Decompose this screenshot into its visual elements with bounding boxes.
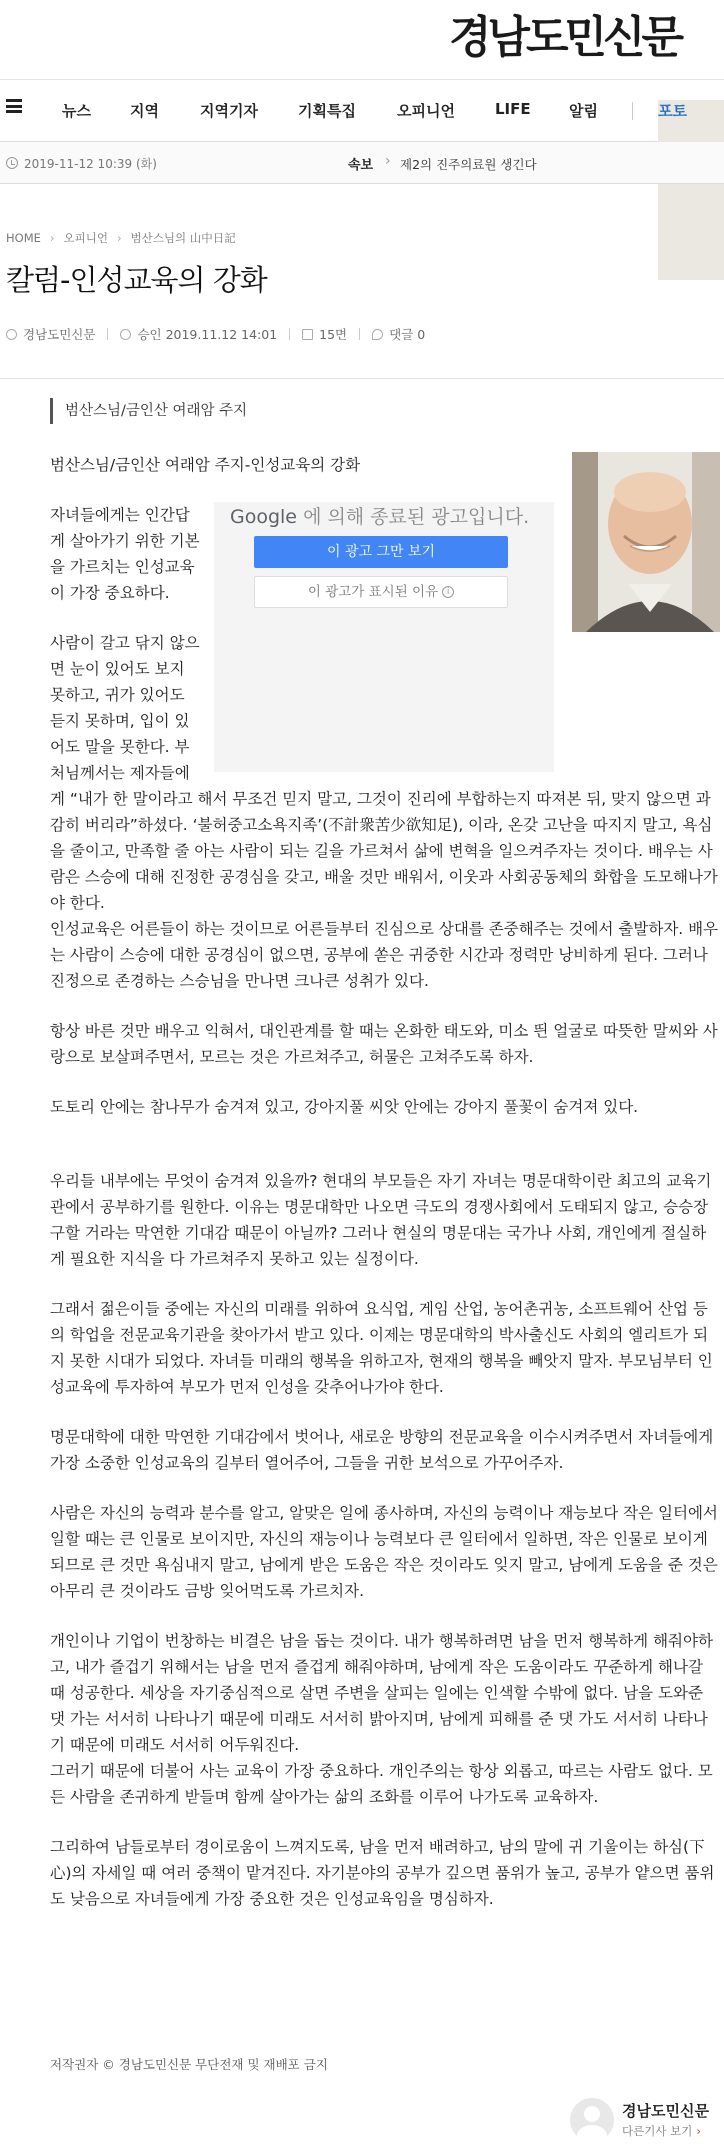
- nav-item-special[interactable]: 기획특집: [298, 102, 356, 120]
- breaking-news-bar: [0, 142, 724, 184]
- site-header: [0, 0, 724, 80]
- meta-divider: [289, 328, 290, 340]
- article-subtitle: 범산스님/금인산 여래암 주지: [50, 398, 247, 424]
- breadcrumb: [6, 230, 236, 246]
- meta-divider: [107, 328, 108, 340]
- nav-item-notice[interactable]: 알림: [569, 102, 598, 120]
- nav-item-region-reporter[interactable]: 지역기자: [200, 102, 258, 120]
- google-logo: Google: [230, 506, 298, 528]
- paragraph: 사람이 갈고 닦지 않으면 눈이 있어도 보지 못하고, 귀가 있어도 듣지 못하며, 입이 있어도 말을 못한다. 부처님께서는 제자들에게 “내가 한 말이라고 해서 무조건 믿지 말고, 그것이 진리에 부합하는지 따져본 뒤, 맞지 않으면 과감히 버리라”하셨다. ‘불허중고소욕지족’(不計衆苦少欲知足), 이라, 온갖 고난을 따지지 말고, 욕심을 줄이고, 만족할 줄 아는 사람이 되는 길을 가르쳐서 삶에 변혁을 일으켜주자는 것이다. 배우는 사람은 스승에 대해 진정한 공경심을 갖고, 배울 것만 배워서, 이웃과 사회공동체의 화합을 도모해나가야 한다.: [50, 634, 718, 912]
- paragraph: 명문대학에 대한 막연한 기대감에서 벗어나, 새로운 방향의 전문교육을 이수시켜주면서 자녀들에게 가장 소중한 인성교육의 길부터 열어주어, 그들을 귀한 보석으로 가꾸어주자.: [50, 1428, 714, 1472]
- breadcrumb-separator: ›: [49, 231, 55, 245]
- page-icon: [302, 329, 313, 340]
- breadcrumb-separator: ›: [116, 231, 122, 245]
- chevron-right-icon: ›: [385, 153, 391, 169]
- nav-item-news[interactable]: 뉴스: [62, 102, 91, 120]
- author-byline[interactable]: [570, 2096, 720, 2146]
- closed-ad-box: [214, 502, 554, 772]
- site-logo[interactable]: 경남도민신문: [448, 12, 680, 63]
- why-ad-button[interactable]: [254, 576, 508, 608]
- nav-item-opinion[interactable]: 오피니언: [397, 102, 455, 120]
- why-ad-label: 이 광고가 표시된 이유: [307, 584, 439, 600]
- nav-item-life[interactable]: LIFE: [495, 100, 531, 118]
- paragraph: 그래서 젊은이들 중에는 자신의 미래를 위하여 요식업, 게임 산업, 농어촌귀농, 소프트웨어 산업 등의 학업을 전문교육기관을 찾아가서 받고 있다. 이제는 명문대학의 박사출신도 사회의 엘리트가 되지 못한 시대가 되었다. 자녀들 미래의 행복을 위하고자, 현재의 행복을 빼앗지 말자. 부모님부터 인성교육에 투자하여 부모가 먼저 인성을 갖추어나가야 한다.: [50, 1300, 713, 1396]
- article-author[interactable]: 경남도민신문: [23, 327, 96, 342]
- meta-divider: [359, 328, 360, 340]
- ad-notice-text: 에 의해 종료된 광고입니다.: [303, 506, 530, 528]
- breadcrumb-opinion[interactable]: 오피니언: [63, 231, 108, 245]
- paragraph: 인성교육은 어른들이 하는 것이므로 어른들부터 진심으로 상대를 존중해주는 것에서 출발하자. 배우는 사람이 스승에 대한 공경심이 없으면, 공부에 쏟은 귀중한 시간과 정력만 낭비하게 된다. 그러나 진정으로 존경하는 스승님을 만나면 크나큰 성취가 있다.: [50, 920, 719, 990]
- paragraph: 우리들 내부에는 무엇이 숨겨져 있을까? 현대의 부모들은 자기 자녀는 명문대학이란 최고의 교육기관에서 공부하기를 원한다. 이유는 명문대학만 나오면 극도의 경쟁사회에서 도태되지 않고, 승승장구할 거라는 막연한 기대감 때문이 아닐까? 그러나 현실의 명문대는 국가나 사회, 개인에게 절실하게 필요한 지식을 다 가르쳐주지 못하고 있는 실정이다.: [50, 1172, 712, 1268]
- article-comments[interactable]: 댓글 0: [389, 327, 426, 342]
- article-page: 15면: [319, 327, 348, 342]
- copyright-notice: 저작권자 © 경남도민신문 무단전재 및 재배포 금지: [50, 2057, 328, 2072]
- breadcrumb-home[interactable]: HOME: [6, 231, 41, 245]
- arrow-right-icon: ›: [696, 2124, 701, 2138]
- hamburger-menu-icon[interactable]: [6, 99, 22, 113]
- paragraph: 개인이나 기업이 번창하는 비결은 남을 돕는 것이다. 내가 행복하려면 남을 먼저 행복하게 해줘야하고, 내가 즐겁기 위해서는 남을 먼저 즐겁게 해줘야하며, 남에게 작은 도움이라도 꾸준하게 해나갈 때 성공한다. 세상을 자기중심적으로 살면 주변을 살피는 일에는 인색할 수밖에 없다. 남을 도와준 댓 가는 서서히 나타나기 때문에 미래도 서서히 밝아지며, 남에게 피해를 준 댓 가도 서서히 나타나기 때문에 미래도 서서히 어두워진다.: [50, 1632, 713, 1754]
- breadcrumb-column[interactable]: 범산스님의 山中日記: [130, 231, 236, 245]
- paragraph: 사람은 자신의 능력과 분수를 알고, 알맞은 일에 종사하며, 자신의 능력이나 재능보다 작은 일터에서 일할 때는 큰 인물로 보이지만, 자신의 재능이나 능력보다 큰 일터에서 일하면, 작은 인물로 보이게 되므로 큰 것만 욕심내지 말고, 남에게 받은 도움은 작은 것이라도 잊지 말고, 남에게 도움을 준 것은 아무리 큰 것이라도 금방 잊어먹도록 가르치자.: [50, 1504, 718, 1600]
- main-nav: [0, 80, 724, 142]
- article-approved-date: 승인 2019.11.12 14:01: [137, 327, 278, 342]
- more-articles-label: 다른기사 보기: [622, 2124, 693, 2138]
- paragraph: 항상 바른 것만 배우고 익혀서, 대인관계를 할 때는 온화한 태도와, 미소 띈 얼굴로 따뜻한 말씨와 사랑으로 보살펴주면서, 모르는 것은 가르쳐주고, 허물은 고쳐주도록 하자.: [50, 1022, 718, 1066]
- article-meta: [6, 325, 425, 343]
- clock-icon: [6, 157, 18, 169]
- ad-notice: [230, 504, 529, 530]
- clock-icon: [120, 329, 131, 340]
- divider: [0, 378, 724, 379]
- article-title: 칼럼-인성교육의 강화: [6, 263, 267, 297]
- current-datetime: 2019-11-12 10:39 (화): [24, 157, 157, 171]
- breaking-headline[interactable]: 제2의 진주의료원 생긴다: [400, 157, 537, 172]
- author-portrait-image: [572, 452, 720, 632]
- byline-name: 경남도민신문: [622, 2102, 709, 2120]
- article-lead: 범산스님/금인산 여래암 주지-인성교육의 강화: [50, 456, 361, 474]
- paragraph: 그리하여 남들로부터 경이로움이 느껴지도록, 남을 먼저 배려하고, 남의 말에 귀 기울이는 하심(下心)의 자세일 때 여러 중책이 맡겨진다. 자기분야의 공부가 깊으면 품위가 높고, 공부가 얕으면 품위도 낮음으로 자녀들에게 가장 중요한 것은 인성교육임을 명심하자.: [50, 1838, 715, 1908]
- paragraph: 자녀들에게는 인간답게 살아가기 위한 기본을 가르치는 인성교육이 가장 중요하다.: [50, 506, 200, 602]
- avatar: [570, 2098, 614, 2142]
- nav-item-region[interactable]: 지역: [130, 102, 159, 120]
- author-icon: [6, 329, 17, 340]
- breaking-label: 속보: [348, 158, 374, 173]
- author-photo: [572, 452, 720, 632]
- nav-item-photo[interactable]: 포토: [658, 100, 724, 280]
- more-articles-link[interactable]: [622, 2123, 701, 2139]
- article-body: [50, 452, 720, 1912]
- stop-ad-button[interactable]: 이 광고 그만 보기: [254, 536, 508, 568]
- info-icon: i: [442, 586, 454, 598]
- paragraph: 도토리 안에는 참나무가 숨겨져 있고, 강아지풀 씨앗 안에는 강아지 풀꽃이 숨겨져 있다.: [50, 1098, 639, 1116]
- nav-divider: [632, 102, 633, 120]
- comment-icon: [372, 329, 383, 340]
- paragraph: 그러기 때문에 더불어 사는 교육이 가장 중요하다. 개인주의는 항상 외롭고, 따르는 사람도 없다. 모든 사람을 존귀하게 받들며 함께 살아가는 삶의 조화를 이루어 나가도록 교육하자.: [50, 1762, 713, 1806]
